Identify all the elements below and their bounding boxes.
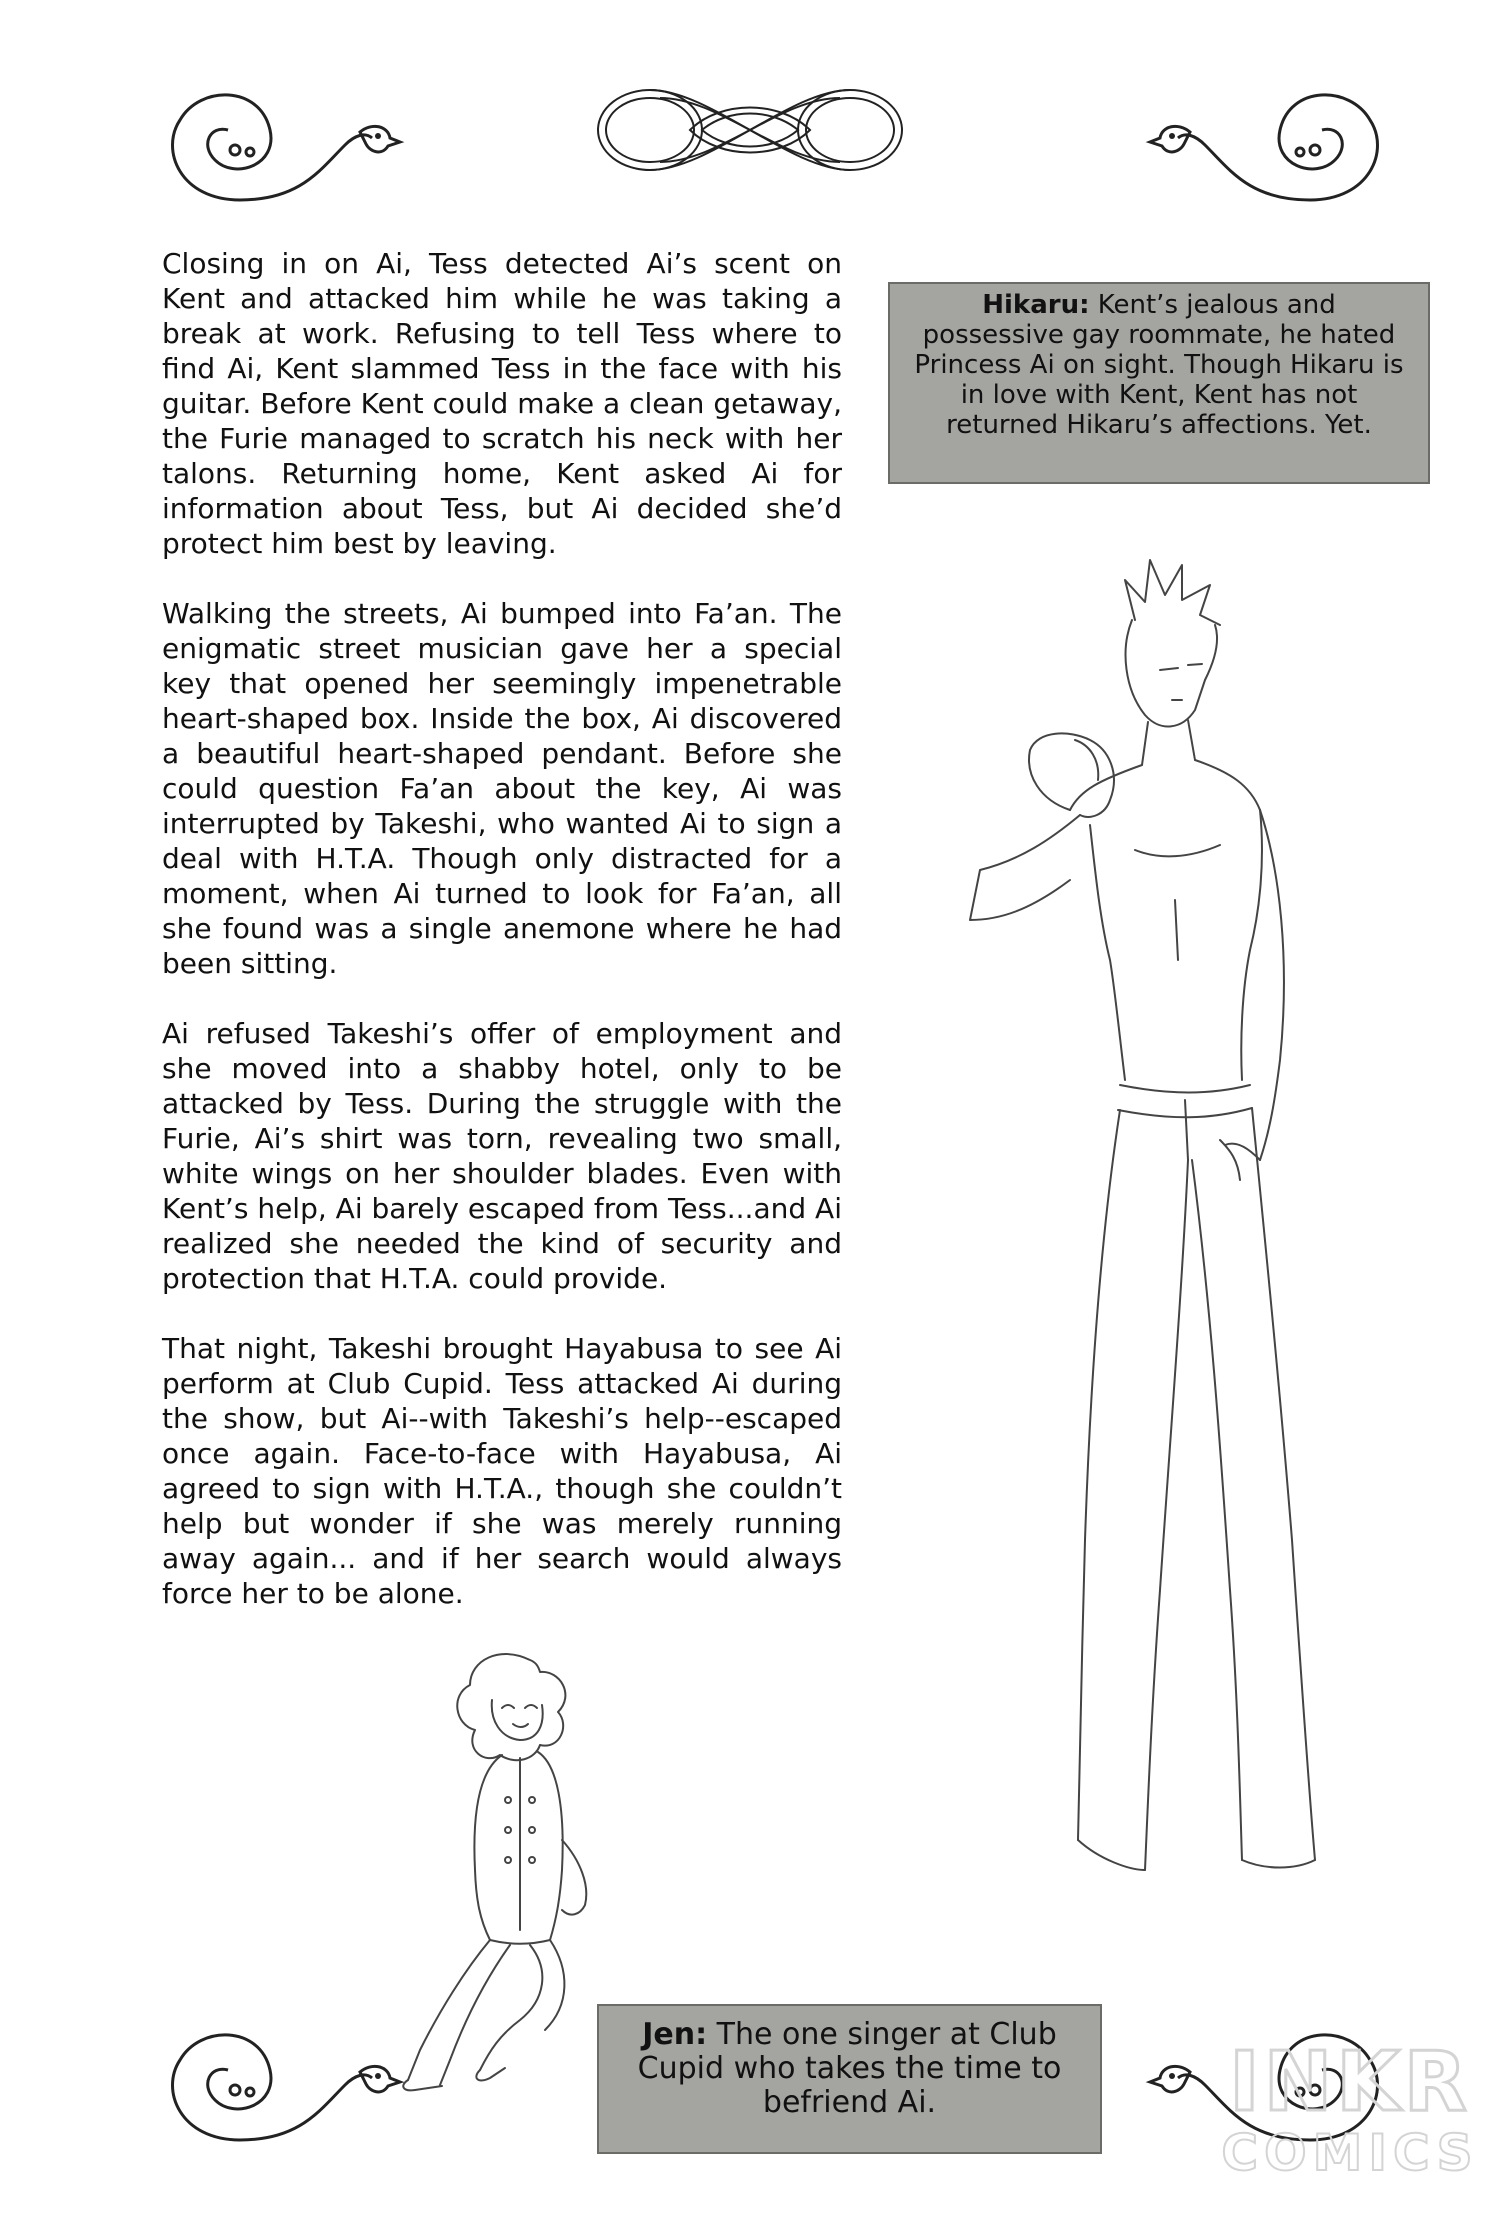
hikaru-caption-name: Hikaru: [982,290,1090,320]
story-text [162,246,842,1646]
top-right-swirl-ornament [1140,60,1400,240]
watermark-line-1: INKR [1229,2035,1471,2130]
story-paragraph-4: That night, Takeshi brought Hayabusa to see Ai perform at Club Cupid. Tess attacked Ai during the show, but Ai--with Takeshi’s help--escaped once again. Face-to-face with Hayabusa, Ai agreed to sign with H.T.A., though she couldn’t help but wonder if she was merely running away again... and if her search would always force her to be alone. [162,1332,842,1610]
story-paragraph-3: Ai refused Takeshi’s offer of employment and she moved into a shabby hotel, only to be attacked by Tess. During the struggle with the Furie, Ai’s shirt was torn, revealing two small, white wings on her shoulder blades. Even with Kent’s help, Ai barely escaped from Tess...and Ai realized she needed the kind of security and protection that H.T.A. could provide. [162,1017,842,1295]
jen-caption-name: Jen: [642,2017,708,2052]
hikaru-caption-text: Kent’s jealous and possessive gay roommate, he hated Princess Ai on sight. Though Hikaru is in love with Kent, Kent has not returned Hikaru’s affections. Yet. [914,290,1404,440]
story-paragraph-2: Walking the streets, Ai bumped into Fa’an. The enigmatic street musician gave her a special key that opened her seemingly impenetrable heart-shaped box. Inside the box, Ai discovered a beautiful heart-shaped pendant. Before she could question Fa’an about the key, Ai was interrupted by Takeshi, who wanted Ai to sign a deal with H.T.A. Though only distracted for a moment, when Ai turned to look for Fa’an, all she found was a single anemone where he had been sitting. [162,597,842,980]
jen-caption-text: The one singer at Club Cupid who takes the time to befriend Ai. [637,2017,1062,2120]
top-center-ornament [590,70,910,190]
watermark-line-2: COMICS [1221,2124,1479,2182]
hikaru-sketch-illustration [920,540,1420,1950]
bottom-left-swirl-ornament [150,2000,410,2180]
story-paragraph-1: Closing in on Ai, Tess detected Ai’s scent on Kent and attacked him while he was taking a break at work. Refusing to tell Tess where to find Ai, Kent slammed Tess in the face with his guitar. Before Kent could make a clean getaway, the Furie managed to scratch his neck with her talons. Returning home, Kent asked Ai for information about Tess, but Ai decided she’d protect him best by leaving. [162,247,842,560]
top-left-swirl-ornament [150,60,410,240]
inkr-comics-watermark [1210,2035,1490,2182]
hikaru-caption-box [888,282,1430,484]
jen-caption-box [597,2004,1102,2154]
